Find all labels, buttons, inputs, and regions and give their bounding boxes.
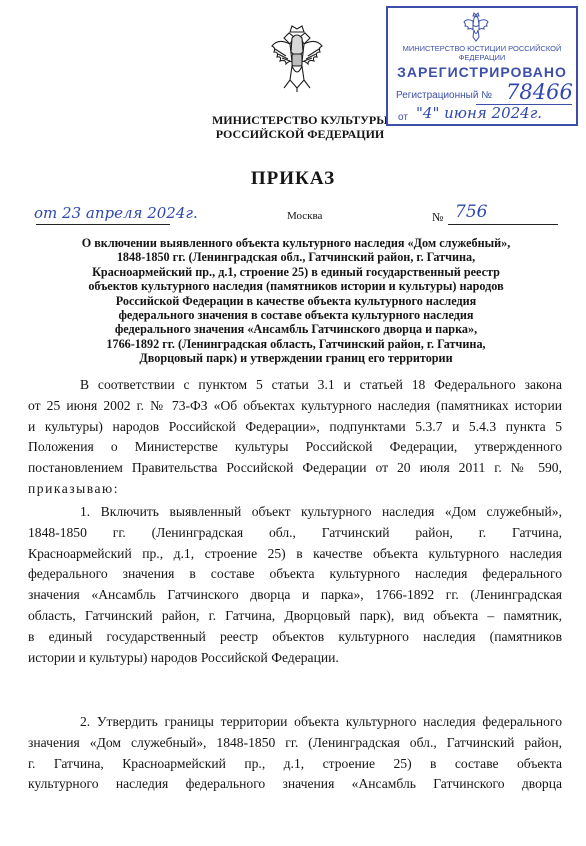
title-line: Российской Федерации в качестве объекта культурного наследия [115,293,477,308]
paragraph-line: значения «Ансамбль Гатчинского дворца и парка», 1766-1892 гг. (Ленинградская [28,587,562,603]
order-title [36,236,556,366]
title-line: федерального значения «Ансамбль Гатчинского дворца и парка», [114,322,478,337]
paragraph-line: и культуры) народов Российской Федерации», подпунктами 5.3.7 и 5.4.3 пункта 5 [28,418,562,434]
paragraph-line: приказываю: [28,480,119,496]
paragraph-line: федерального значения в составе объекта культурного наследия федерального [28,566,562,582]
date-underline [36,224,170,225]
ministry-line-1: МИНИСТЕРСТВО КУЛЬТУРЫ [211,113,389,127]
stamp-reg-label: Регистрационный № [396,90,492,101]
paragraph-line: в единый государственный реестр объектов культурного наследия (памятников [28,628,562,644]
paragraph-line: значения «Дом служебный», 1848-1850 гг. (Ленинградская обл., Гатчинский район, [28,734,562,750]
paragraph-line: культурного наследия федерального значения «Ансамбль Гатчинского дворца [28,776,562,792]
stamp-emblem-icon [462,11,490,43]
paragraph-line: г. Гатчина, Красноармейский пр., д.1, строение 25) в составе объекта [28,755,562,771]
paragraph-line: от 25 июня 2002 г. № 73-ФЗ «Об объектах культурного наследия (памятниках истории [28,397,562,413]
paragraph-line: постановлением Правительства Российской Федерации от 20 июля 2011 г. № 590, [28,460,562,476]
stamp-from-label: от [398,112,408,123]
item-2-paragraph [28,712,562,795]
item-1-paragraph [28,502,562,668]
number-underline [448,224,558,225]
stamp-title: ЗАРЕГИСТРИРОВАНО [397,64,567,80]
stamp-date: "4" июня 2024г. [416,104,543,122]
stamp-reg-number: 78466 [506,80,573,104]
paragraph-line: 2. Утвердить границы территории объекта культурного наследия федерального [80,714,562,729]
title-line: Дворцовый парк) и утверждении границ его территории [139,351,453,366]
stamp-ministry: МИНИСТЕРСТВО ЮСТИЦИИ РОССИЙСКОЙ ФЕДЕРАЦИИ [402,44,562,62]
title-line: 1848-1850 гг. (Ленинградская обл., Гатчинский район, г. Гатчина, [116,250,476,265]
registration-stamp [386,6,578,126]
title-line: 1766-1892 гг. (Ленинградская область, Гатчинский район, г. Гатчина, [106,336,486,351]
document-type: ПРИКАЗ [250,168,336,189]
title-line: федерального значения в составе объекта культурного наследия [118,308,474,323]
paragraph-line: область, Гатчинский район, г. Гатчина, Дворцовый парк), вид объекта – памятник, [28,607,562,623]
paragraph-line: В соответствии с пунктом 5 статьи 3.1 и статьей 18 Федерального закона [80,377,562,392]
title-line: объектов культурного наследия (памятников истории и культуры) народов [88,279,504,294]
paragraph-line: 1. Включить выявленный объект культурного наследия «Дом служебный», [80,504,562,519]
document-date: от 23 апреля 2024г. [34,204,198,222]
paragraph-line: 1848-1850 гг. (Ленинградская обл., Гатчинский район, г. Гатчина, [28,524,562,540]
paragraph-line: Красноармейский пр., д.1, строение 25) в качестве объекта культурного наследия [28,545,562,561]
document-number: 756 [455,202,488,222]
paragraph-line: Положения о Министерстве культуры Российской Федерации, утвержденного [28,439,562,455]
coat-of-arms-icon [268,22,326,94]
document-city: Москва [287,210,323,222]
title-line: Красноармейский пр., д.1, строение 25) в единый государственный реестр [92,264,500,279]
preamble-paragraph [28,375,562,500]
number-label: № [432,210,444,224]
ministry-name [200,113,400,141]
title-line: О включении выявленного объекта культурного наследия «Дом служебный», [81,236,511,250]
ministry-line-2: РОССИЙСКОЙ ФЕДЕРАЦИИ [215,127,385,141]
paragraph-line: истории и культуры) народов Российской Федерации. [28,649,339,665]
